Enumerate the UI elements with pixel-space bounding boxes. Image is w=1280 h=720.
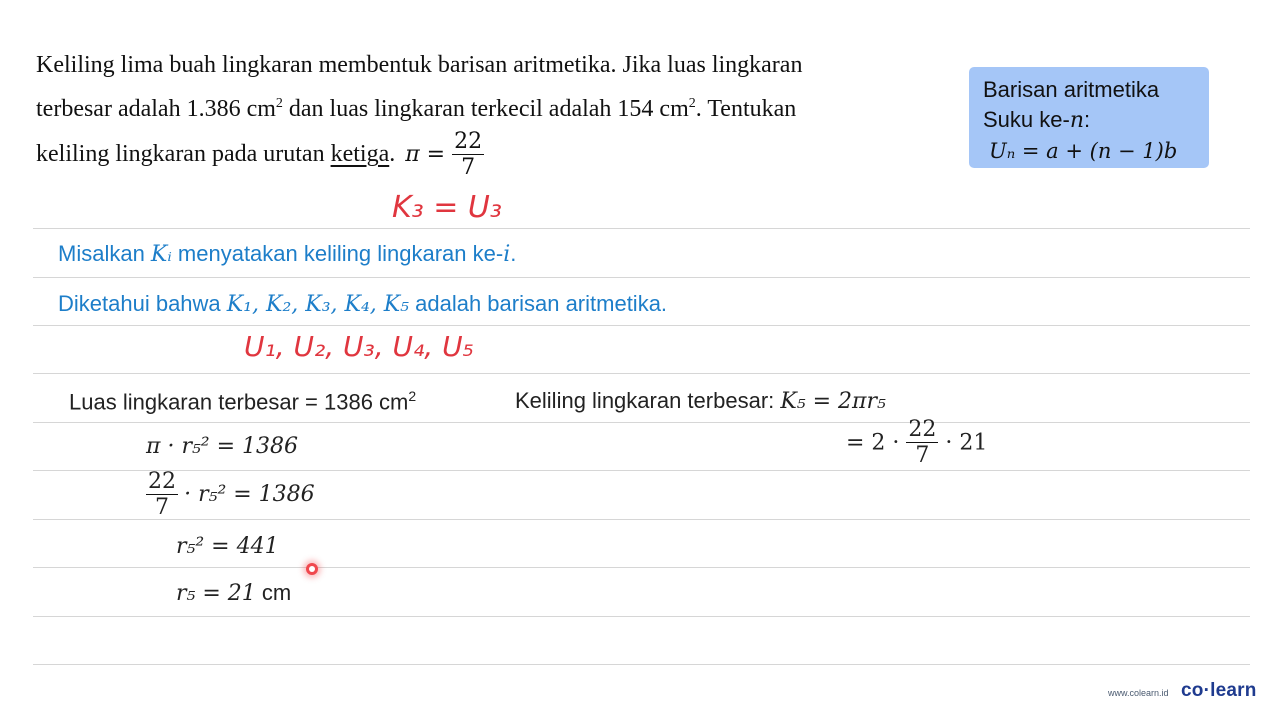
step-luas-label: Luas lingkaran terbesar = 1386 $cm^2$ xyxy=(69,388,417,415)
ruled-line xyxy=(33,325,1250,326)
ruled-line xyxy=(33,373,1250,374)
ruled-line xyxy=(33,567,1250,568)
keliling-result: = 2 · $\frac{22}{7}$ · 21 xyxy=(846,417,988,469)
ruled-line xyxy=(33,422,1250,423)
underlined-word: ketiga xyxy=(330,140,390,167)
info-box-line-2: Suku ke-n: xyxy=(983,107,1091,133)
handwritten-k3-equals-u3: K₃ = U₃ xyxy=(392,190,502,225)
step-keliling-label: Keliling lingkaran terbesar: K₅ = 2πr₅ xyxy=(515,388,886,414)
ruled-line xyxy=(33,664,1250,665)
ruled-line xyxy=(33,228,1250,229)
keliling-fraction: $\frac{22}{7}$ xyxy=(908,417,937,469)
formula-info-box xyxy=(969,67,1209,168)
ruled-line xyxy=(33,616,1250,617)
problem-line-3-b: . xyxy=(389,140,396,167)
problem-line-3-a: keliling lingkaran pada urutan xyxy=(36,140,331,167)
problem-line-2-c: . Tentukan xyxy=(695,96,797,122)
problem-line-2 xyxy=(36,96,796,123)
pi-label: π = xyxy=(405,141,453,167)
step-misalkan: Misalkan Kᵢ menyatakan keliling lingkaran ke-i. xyxy=(58,241,517,267)
problem-line-1: Keliling lima buah lingkaran membentuk barisan aritmetika. Jika luas lingkaran xyxy=(36,52,803,78)
step-diketahui: Diketahui bahwa K₁, K₂, K₃, K₄, K₅ adalah barisan aritmetika. xyxy=(58,291,668,317)
superscript: 2 xyxy=(688,96,696,111)
ruled-line xyxy=(33,277,1250,278)
equation-3: r₅² = 441 xyxy=(176,534,279,559)
logo-url[interactable]: www.colearn.id xyxy=(1108,688,1169,698)
equation-1: π · r₅² = 1386 xyxy=(146,434,299,459)
equation-2: $\frac{22}{7}$ · r₅² = 1386 xyxy=(148,469,315,521)
problem-line-2-b: dan luas lingkaran terkecil adalah 154 cm xyxy=(282,96,689,122)
colearn-logo: co·learn xyxy=(1181,680,1257,701)
equation-2-fraction: $\frac{22}{7}$ xyxy=(148,469,176,521)
info-box-formula: Uₙ = a + (n − 1)b xyxy=(989,139,1178,163)
pi-fraction xyxy=(452,130,484,180)
problem-line-2-a: terbesar adalah 1.386 cm xyxy=(36,96,276,122)
equation-4: r₅ = 21 cm xyxy=(176,580,292,606)
handwritten-sequence: U₁, U₂, U₃, U₄, U₅ xyxy=(244,330,474,363)
info-box-title: Barisan aritmetika xyxy=(983,77,1160,102)
problem-line-3 xyxy=(36,130,484,180)
pi-numerator: 22 xyxy=(454,129,483,154)
superscript: 2 xyxy=(275,96,283,111)
pi-denominator: 7 xyxy=(461,155,476,181)
pointer-dot xyxy=(306,563,318,575)
